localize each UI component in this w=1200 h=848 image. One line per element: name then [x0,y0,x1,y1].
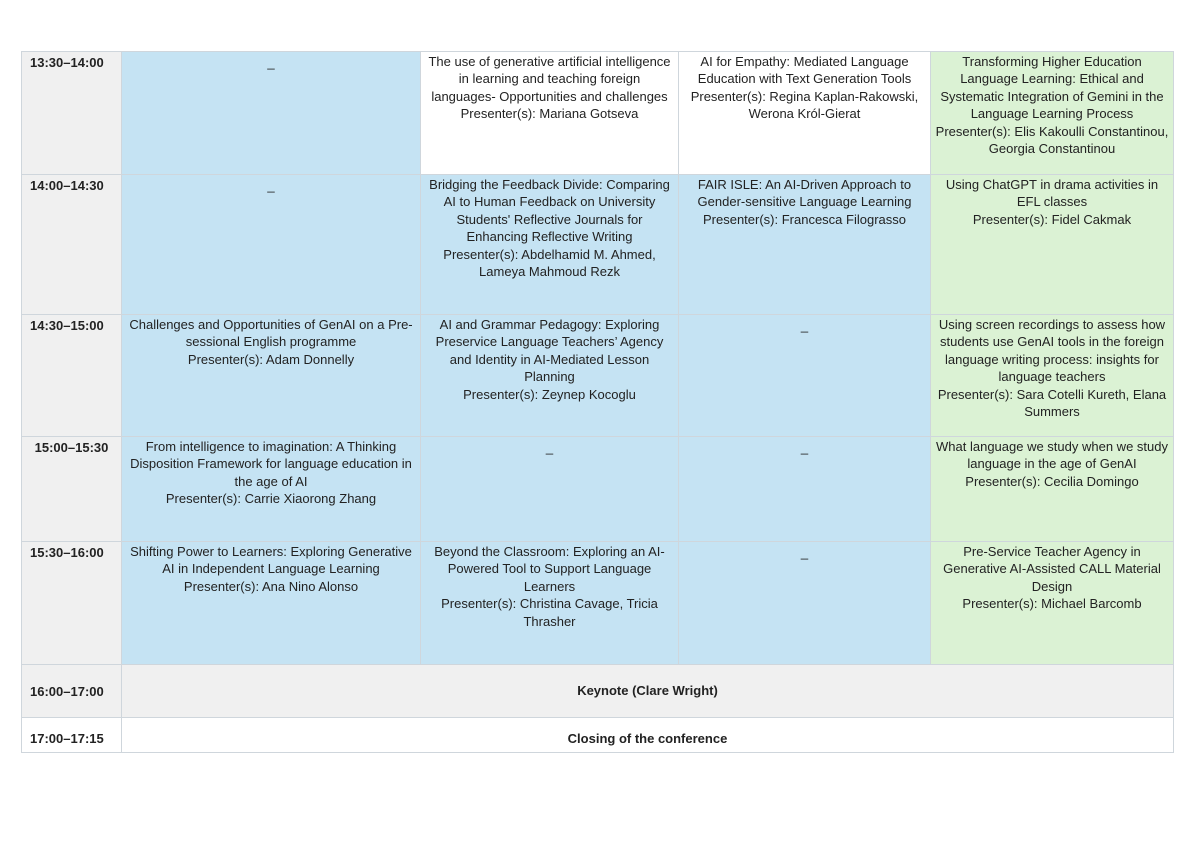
session-cell [421,542,679,665]
empty-slot-dash: _ [545,440,554,455]
schedule-table [21,51,1174,753]
table-row-keynote [22,665,1174,718]
session-presenter: Presenter(s): Sara Cotelli Kureth, Elana Summers [937,386,1167,420]
session-presenter: Presenter(s): Zeynep Kocoglu [463,386,636,402]
session-title: The use of generative artificial intelligence in learning and teaching foreign languages- Opportunities and challenges [428,54,671,104]
session-title: FAIR ISLE: An AI-Driven Approach to Gender-sensitive Language Learning [697,177,912,210]
session-cell [421,52,679,175]
session-presenter: Presenter(s): Mariana Gotseva [460,106,639,122]
session-cell [679,437,931,542]
time-slot: 14:00–14:30 [22,175,122,315]
time-slot: 14:30–15:00 [22,315,122,437]
session-title: Using ChatGPT in drama activities in EFL classes [945,177,1159,210]
session-title: Pre-Service Teacher Agency in Generative AI-Assisted CALL Material Design [943,544,1161,594]
empty-slot-dash: _ [267,178,275,193]
session-cell [421,437,679,542]
session-presenter: Presenter(s): Francesca Filograsso [702,211,906,227]
session-title: Bridging the Feedback Divide: Comparing AI to Human Feedback on University Students' Reflective Journals for Enhancing Reflective Writing [429,177,670,245]
table-row [22,175,1174,315]
session-title: What language we study when we study language in the age of GenAI [936,439,1168,472]
session-title: AI and Grammar Pedagogy: Exploring Preservice Language Teachers’ Agency and Identity in AI-Mediated Lesson Planning [435,317,664,385]
time-slot: 13:30–14:00 [22,52,122,175]
session-cell [421,315,679,437]
session-title: Beyond the Classroom: Exploring an AI-Powered Tool to Support Language Learners [434,544,665,594]
session-title: Shifting Power to Learners: Exploring Generative AI in Independent Language Learning [130,544,412,577]
session-title: Using screen recordings to assess how students use GenAI tools in the foreign language writing process: insights for language teachers [938,317,1166,385]
session-presenter: Presenter(s): Fidel Cakmak [972,211,1132,227]
table-row [22,437,1174,542]
session-presenter: Presenter(s): Ana Nino Alonso [183,578,359,594]
time-slot: 15:00–15:30 [22,437,122,542]
session-cell [122,315,421,437]
time-slot: 15:30–16:00 [22,542,122,665]
session-presenter: Presenter(s): Adam Donnelly [187,351,355,367]
session-presenter: Presenter(s): Christina Cavage, Tricia Thrasher [441,596,658,629]
session-cell [679,542,931,665]
session-presenter: Presenter(s): Regina Kaplan-Rakowski, Werona Król-Gierat [690,88,919,122]
session-cell [931,437,1174,542]
session-presenter: Presenter(s): Cecilia Domingo [965,473,1139,489]
session-cell [931,52,1174,175]
session-cell [122,175,421,315]
session-cell [931,175,1174,315]
empty-slot-dash: _ [800,318,809,333]
session-presenter: Presenter(s): Michael Barcomb [962,596,1142,612]
table-row [22,315,1174,437]
session-cell [931,542,1174,665]
session-presenter: Presenter(s): Abdelhamid M. Ahmed, Lameya Mahmoud Rezk [443,246,656,280]
time-slot: 16:00–17:00 [22,665,122,718]
empty-slot-dash: _ [800,440,809,455]
session-cell [122,542,421,665]
closing-label: Closing of the conference [122,718,1174,753]
session-cell [679,175,931,315]
empty-slot-dash: _ [800,545,809,560]
session-cell [122,437,421,542]
table-row [22,542,1174,665]
empty-slot-dash: _ [267,55,275,70]
session-cell [679,315,931,437]
table-row [22,52,1174,175]
session-presenter: Presenter(s): Elis Kakoulli Constantinou, Georgia Constantinou [935,123,1169,157]
table-row-closing [22,718,1174,753]
session-presenter: Presenter(s): Carrie Xiaorong Zhang [165,491,377,507]
keynote-label: Keynote (Clare Wright) [122,665,1174,718]
session-title: Transforming Higher Education Language Learning: Ethical and Systematic Integration of Gemini in the Language Learning Process [940,54,1164,122]
session-cell [679,52,931,175]
session-title: AI for Empathy: Mediated Language Education with Text Generation Tools [697,54,912,87]
session-cell [122,52,421,175]
session-title: Challenges and Opportunities of GenAI on a Pre-sessional English programme [129,317,413,350]
time-slot: 17:00–17:15 [22,718,122,753]
session-title: From intelligence to imagination: A Thinking Disposition Framework for language education in the age of AI [130,439,412,489]
session-cell [421,175,679,315]
session-cell [931,315,1174,437]
